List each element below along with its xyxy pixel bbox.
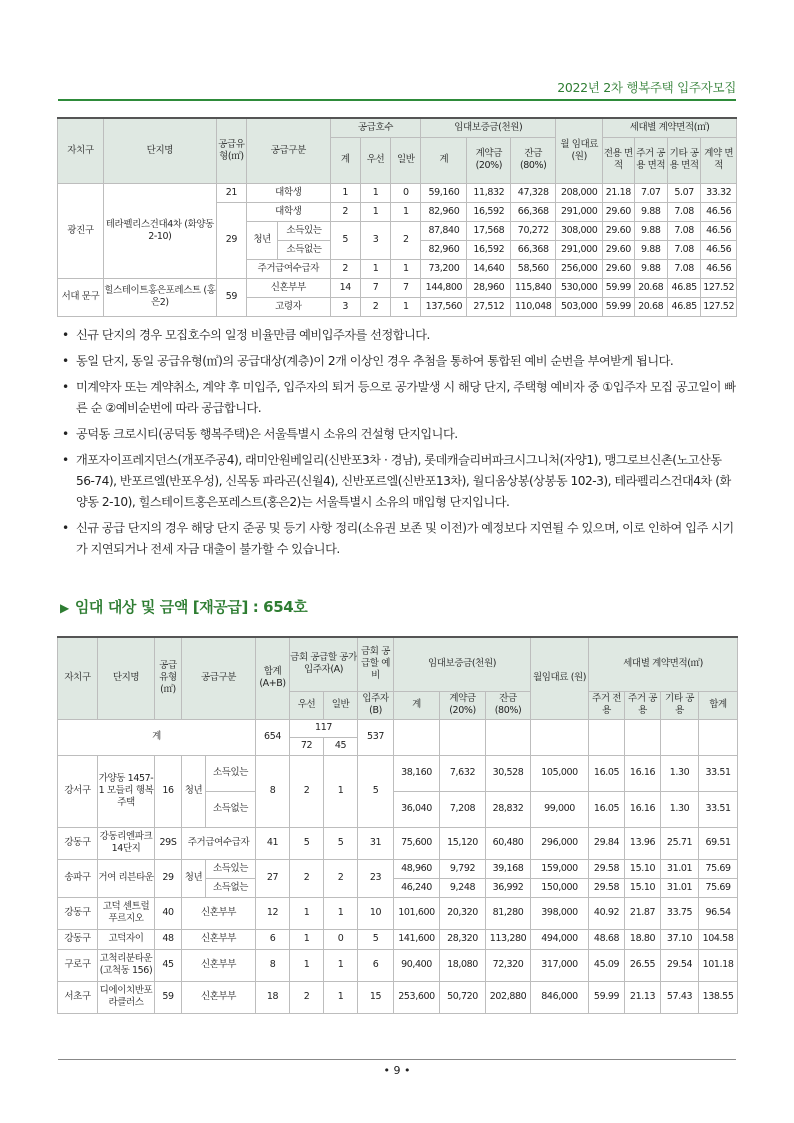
cell-category: 소득있는 xyxy=(206,755,256,791)
cell: 1 xyxy=(391,297,421,316)
cell: 75,600 xyxy=(394,827,440,859)
page-number: • 9 • xyxy=(383,1064,411,1077)
cell: 29.58 xyxy=(589,878,625,897)
cell: 530,000 xyxy=(556,278,603,297)
cell-type: 29 xyxy=(216,202,246,278)
triangle-right-icon: ▶ xyxy=(60,601,69,615)
cell: 2 xyxy=(290,755,324,827)
cell: 45.09 xyxy=(589,949,625,981)
cell: 59.99 xyxy=(603,278,634,297)
cell: 31.01 xyxy=(661,878,699,897)
cell: 29.54 xyxy=(661,949,699,981)
th-reserve: 금회 공급할 예비 xyxy=(358,637,394,691)
cell-complex: 거여 리븐타운 xyxy=(98,859,155,897)
cell: 14 xyxy=(330,278,360,297)
th-contract-area: 계약 면적 xyxy=(701,137,737,183)
th-units-priority: 우선 xyxy=(360,137,390,183)
cell: 5 xyxy=(330,221,360,259)
th-area: 세대별 계약면적(㎡) xyxy=(603,118,737,137)
cell: 26.55 xyxy=(625,949,661,981)
th-units: 공급호수 xyxy=(330,118,421,137)
cell: 46.56 xyxy=(701,202,737,221)
cell: 16.05 xyxy=(589,755,625,791)
th-category: 공급구분 xyxy=(247,118,331,183)
cell: 7 xyxy=(360,278,390,297)
cell: 9.88 xyxy=(634,259,667,278)
cell: 537 xyxy=(358,719,394,755)
cell: 99,000 xyxy=(531,791,589,827)
cell xyxy=(486,719,531,755)
th-priority: 우선 xyxy=(290,691,324,719)
th-deposit: 임대보증금(천원) xyxy=(394,637,531,691)
cell: 2 xyxy=(360,297,390,316)
cell: 30,528 xyxy=(486,755,531,791)
cell: 202,880 xyxy=(486,981,531,1013)
cell: 69.51 xyxy=(699,827,738,859)
cell: 138.55 xyxy=(699,981,738,1013)
th-type: 공급유형(㎡) xyxy=(155,637,182,719)
th-area-total: 합계 xyxy=(699,691,738,719)
cell: 14,640 xyxy=(467,259,511,278)
th-units-general: 일반 xyxy=(391,137,421,183)
table-row xyxy=(58,859,738,878)
th-balance: 잔금 (80%) xyxy=(486,691,531,719)
cell: 40.92 xyxy=(589,897,625,929)
cell: 9.88 xyxy=(634,221,667,240)
cell: 208,000 xyxy=(556,183,603,202)
cell xyxy=(625,719,661,755)
cell: 15,120 xyxy=(440,827,486,859)
cell: 7.08 xyxy=(667,202,700,221)
cell-complex: 힐스테이트홍은포레스트 (홍은2) xyxy=(103,278,216,316)
cell xyxy=(661,719,699,755)
cell: 16,592 xyxy=(467,202,511,221)
cell: 37.10 xyxy=(661,929,699,949)
cell: 1 xyxy=(360,259,390,278)
cell: 57.43 xyxy=(661,981,699,1013)
th-other-common: 기타 공용 면적 xyxy=(667,137,700,183)
cell: 110,048 xyxy=(511,297,556,316)
cell: 6 xyxy=(256,929,290,949)
cell: 90,400 xyxy=(394,949,440,981)
cell: 36,040 xyxy=(394,791,440,827)
cell: 253,600 xyxy=(394,981,440,1013)
cell-district: 강서구 xyxy=(58,755,98,827)
totals-row xyxy=(58,719,738,737)
cell-district: 서초구 xyxy=(58,981,98,1013)
cell-type: 16 xyxy=(155,755,182,827)
cell: 28,320 xyxy=(440,929,486,949)
cell: 16.16 xyxy=(625,755,661,791)
th-res-exclusive: 주거 전용 xyxy=(589,691,625,719)
table-row xyxy=(58,981,738,1013)
cell: 12 xyxy=(256,897,290,929)
th-balance: 잔금 (80%) xyxy=(511,137,556,183)
cell-type: 48 xyxy=(155,929,182,949)
supply-table-new xyxy=(57,117,737,317)
cell: 18,080 xyxy=(440,949,486,981)
cell: 72,320 xyxy=(486,949,531,981)
cell: 846,000 xyxy=(531,981,589,1013)
cell: 291,000 xyxy=(556,240,603,259)
cell: 127.52 xyxy=(701,278,737,297)
cell: 7 xyxy=(391,278,421,297)
cell-type: 59 xyxy=(216,278,246,316)
cell-complex: 테라펠리스건대4차 (화양동 2-10) xyxy=(103,183,216,278)
cell: 7,632 xyxy=(440,755,486,791)
cell: 38,160 xyxy=(394,755,440,791)
cell: 1 xyxy=(360,183,390,202)
cell-type: 21 xyxy=(216,183,246,202)
cell: 25.71 xyxy=(661,827,699,859)
cell: 45 xyxy=(324,737,358,755)
cell xyxy=(394,719,440,755)
cell: 1 xyxy=(324,897,358,929)
cell: 7.08 xyxy=(667,240,700,259)
cell-district: 서대 문구 xyxy=(58,278,104,316)
th-type: 공급유형(㎡) xyxy=(216,118,246,183)
cell: 1.30 xyxy=(661,791,699,827)
cell-type: 29S xyxy=(155,827,182,859)
cell: 3 xyxy=(330,297,360,316)
cell: 29.60 xyxy=(603,259,634,278)
cell-district: 송파구 xyxy=(58,859,98,897)
cell: 47,328 xyxy=(511,183,556,202)
table-row xyxy=(58,949,738,981)
th-category: 공급구분 xyxy=(182,637,256,719)
th-contract: 계약금 (20%) xyxy=(467,137,511,183)
cell: 46.85 xyxy=(667,297,700,316)
note-item: • 개포자이프레지던스(개포주공4), 래미안원베일리(신반포3차 · 경남), 롯데캐슬리버파크시그니처(자양1), 맹그로브신촌(노고산동 56-74), 반포르엘(반포우성), 신목동 파라곤(신월4), 신반포르엘(신반포13차), 월디움상봉(상봉동 102-3), 테라펠리스건대4차 (화양동 2-10), 힐스테이트홍은포레스트(홍은2)는 서울특별시 소유의 매입형 단지입니다. xyxy=(62,450,740,513)
table-row xyxy=(58,183,737,202)
cell-category: 신혼부부 xyxy=(182,981,256,1013)
cell: 101.18 xyxy=(699,949,738,981)
cell-complex: 고덕자이 xyxy=(98,929,155,949)
cell: 3 xyxy=(360,221,390,259)
cell: 29.60 xyxy=(603,202,634,221)
cell: 20,320 xyxy=(440,897,486,929)
note-item: • 미계약자 또는 계약취소, 계약 후 미입주, 입주자의 퇴거 등으로 공가발생 시 해당 단지, 주택형 예비자 중 ①입주자 모집 공고일이 빠른 순 ②예비순번에 따라 공급합니다. xyxy=(62,377,740,419)
cell: 7.08 xyxy=(667,259,700,278)
cell: 6 xyxy=(358,949,394,981)
cell: 21.13 xyxy=(625,981,661,1013)
cell: 36,992 xyxy=(486,878,531,897)
cell-district: 강동구 xyxy=(58,897,98,929)
cell: 5 xyxy=(358,929,394,949)
cell: 1 xyxy=(324,981,358,1013)
cell: 13.96 xyxy=(625,827,661,859)
cell: 2 xyxy=(391,221,421,259)
cell: 46.85 xyxy=(667,278,700,297)
cell xyxy=(531,719,589,755)
cell: 21.18 xyxy=(603,183,634,202)
cell: 9,792 xyxy=(440,859,486,878)
cell: 1 xyxy=(391,202,421,221)
cell-category: 고령자 xyxy=(247,297,331,316)
cell-category: 대학생 xyxy=(247,202,331,221)
th-res-common: 주거 공용 xyxy=(625,691,661,719)
cell: 494,000 xyxy=(531,929,589,949)
cell: 104.58 xyxy=(699,929,738,949)
cell: 5.07 xyxy=(667,183,700,202)
th-residential-common: 주거 공용 면적 xyxy=(634,137,667,183)
th-contract: 계약금 (20%) xyxy=(440,691,486,719)
th-reserve-b: 입주자 (B) xyxy=(358,691,394,719)
cell: 159,000 xyxy=(531,859,589,878)
cell: 15.10 xyxy=(625,878,661,897)
cell: 87,840 xyxy=(421,221,467,240)
supply-table-resupply xyxy=(57,636,738,1014)
document-header-title: 2022년 2차 행복주택 입주자모집 xyxy=(557,80,736,95)
th-deposit-total: 계 xyxy=(421,137,467,183)
cell-category: 주거급여수급자 xyxy=(247,259,331,278)
cell-type: 40 xyxy=(155,897,182,929)
cell: 654 xyxy=(256,719,290,755)
cell: 33.32 xyxy=(701,183,737,202)
cell: 29.60 xyxy=(603,240,634,259)
th-district: 자치구 xyxy=(58,637,98,719)
cell: 8 xyxy=(256,949,290,981)
cell: 59,160 xyxy=(421,183,467,202)
cell: 8 xyxy=(256,755,290,827)
cell-complex: 가양동 1457-1 모들리 행복주택 xyxy=(98,755,155,827)
cell: 2 xyxy=(290,859,324,897)
table-row xyxy=(58,929,738,949)
cell: 33.51 xyxy=(699,755,738,791)
th-general: 일반 xyxy=(324,691,358,719)
cell: 256,000 xyxy=(556,259,603,278)
cell: 7.07 xyxy=(634,183,667,202)
cell: 27,512 xyxy=(467,297,511,316)
cell-youth: 청년 xyxy=(182,859,206,897)
th-other-common: 기타 공용 xyxy=(661,691,699,719)
cell: 137,560 xyxy=(421,297,467,316)
cell-category: 소득없는 xyxy=(278,240,330,259)
cell: 20.68 xyxy=(634,297,667,316)
note-item: • 신규 단지의 경우 모집호수의 일정 비율만큼 예비입주자를 선정합니다. xyxy=(62,325,740,346)
cell: 29.84 xyxy=(589,827,625,859)
cell: 5 xyxy=(358,755,394,827)
note-item: • 공덕동 크로시티(공덕동 행복주택)은 서울특별시 소유의 건설형 단지입니다. xyxy=(62,424,740,445)
cell: 0 xyxy=(324,929,358,949)
cell-category: 주거급여수급자 xyxy=(182,827,256,859)
cell: 1 xyxy=(360,202,390,221)
cell: 21.87 xyxy=(625,897,661,929)
cell: 59.99 xyxy=(589,981,625,1013)
note-item: • 동일 단지, 동일 공급유형(㎡)의 공급대상(계층)이 2개 이상인 경우 추첨을 통하여 통합된 예비 순번을 부여받게 됩니다. xyxy=(62,351,740,372)
cell: 66,368 xyxy=(511,202,556,221)
cell: 7.08 xyxy=(667,221,700,240)
cell: 15 xyxy=(358,981,394,1013)
cell: 39,168 xyxy=(486,859,531,878)
cell-youth: 청년 xyxy=(247,221,278,259)
cell: 113,280 xyxy=(486,929,531,949)
cell-district: 강동구 xyxy=(58,929,98,949)
cell: 29.58 xyxy=(589,859,625,878)
cell: 296,000 xyxy=(531,827,589,859)
cell: 18.80 xyxy=(625,929,661,949)
cell-type: 59 xyxy=(155,981,182,1013)
header-divider xyxy=(58,99,736,101)
cell-category: 대학생 xyxy=(247,183,331,202)
cell: 46.56 xyxy=(701,221,737,240)
note-item: • 신규 공급 단지의 경우 해당 단지 준공 및 등기 사항 정리(소유권 보존 및 이전)가 예정보다 지연될 수 있으며, 이로 인하여 입주 시기가 지연되거나 전세 자금 대출이 불가할 수 있습니다. xyxy=(62,518,740,560)
th-deposit: 임대보증금(천원) xyxy=(421,118,556,137)
cell: 16.05 xyxy=(589,791,625,827)
cell: 50,720 xyxy=(440,981,486,1013)
cell: 11,832 xyxy=(467,183,511,202)
table-row xyxy=(58,278,737,297)
cell: 101,600 xyxy=(394,897,440,929)
cell-complex: 고덕 센트럴 푸르지오 xyxy=(98,897,155,929)
th-district: 자치구 xyxy=(58,118,104,183)
table-row xyxy=(58,827,738,859)
cell: 28,960 xyxy=(467,278,511,297)
cell: 59.99 xyxy=(603,297,634,316)
cell: 33.75 xyxy=(661,897,699,929)
cell: 16.16 xyxy=(625,791,661,827)
cell-type: 45 xyxy=(155,949,182,981)
cell: 15.10 xyxy=(625,859,661,878)
cell-category: 신혼부부 xyxy=(182,949,256,981)
cell: 66,368 xyxy=(511,240,556,259)
cell: 28,832 xyxy=(486,791,531,827)
cell: 1 xyxy=(391,259,421,278)
cell: 41 xyxy=(256,827,290,859)
th-exclusive: 전용 면적 xyxy=(603,137,634,183)
cell: 503,000 xyxy=(556,297,603,316)
cell: 75.69 xyxy=(699,878,738,897)
cell: 96.54 xyxy=(699,897,738,929)
cell-district: 강동구 xyxy=(58,827,98,859)
cell: 150,000 xyxy=(531,878,589,897)
cell: 27 xyxy=(256,859,290,897)
cell: 2 xyxy=(324,859,358,897)
cell: 75.69 xyxy=(699,859,738,878)
cell: 1 xyxy=(290,897,324,929)
cell-category: 소득있는 xyxy=(278,221,330,240)
cell: 20.68 xyxy=(634,278,667,297)
cell: 31 xyxy=(358,827,394,859)
cell-complex: 고척리분타운 (고척동 156) xyxy=(98,949,155,981)
th-units-total: 계 xyxy=(330,137,360,183)
cell-category: 신혼부부 xyxy=(247,278,331,297)
table-row xyxy=(58,897,738,929)
cell: 1 xyxy=(330,183,360,202)
th-area: 세대별 계약면적(㎡) xyxy=(589,637,738,691)
section-title-text: 임대 대상 및 금액 [재공급] : 654호 xyxy=(74,598,308,616)
cell: 2 xyxy=(330,259,360,278)
cell: 33.51 xyxy=(699,791,738,827)
cell: 2 xyxy=(330,202,360,221)
cell-category: 신혼부부 xyxy=(182,897,256,929)
cell: 7,208 xyxy=(440,791,486,827)
th-deposit-total: 계 xyxy=(394,691,440,719)
cell: 46.56 xyxy=(701,259,737,278)
cell: 1 xyxy=(290,949,324,981)
cell: 70,272 xyxy=(511,221,556,240)
th-complex: 단지명 xyxy=(98,637,155,719)
cell: 117 xyxy=(290,719,358,737)
cell: 72 xyxy=(290,737,324,755)
footer-divider xyxy=(58,1059,736,1060)
cell: 16,592 xyxy=(467,240,511,259)
cell: 82,960 xyxy=(421,202,467,221)
cell: 23 xyxy=(358,859,394,897)
cell: 10 xyxy=(358,897,394,929)
cell-youth: 청년 xyxy=(182,755,206,827)
cell: 48,960 xyxy=(394,859,440,878)
cell: 9.88 xyxy=(634,240,667,259)
table-row xyxy=(58,755,738,791)
th-rent: 월 임대료 (원) xyxy=(556,118,603,183)
th-sum: 합계 (A+B) xyxy=(256,637,290,719)
cell-district: 구로구 xyxy=(58,949,98,981)
cell: 2 xyxy=(290,981,324,1013)
cell: 1 xyxy=(290,929,324,949)
cell-category: 신혼부부 xyxy=(182,929,256,949)
cell-district: 광진구 xyxy=(58,183,104,278)
cell: 115,840 xyxy=(511,278,556,297)
cell: 1.30 xyxy=(661,755,699,791)
cell: 141,600 xyxy=(394,929,440,949)
cell: 9,248 xyxy=(440,878,486,897)
cell: 5 xyxy=(290,827,324,859)
cell-category: 소득없는 xyxy=(206,791,256,827)
cell-type: 29 xyxy=(155,859,182,897)
cell: 1 xyxy=(324,949,358,981)
cell: 48.68 xyxy=(589,929,625,949)
cell: 398,000 xyxy=(531,897,589,929)
cell: 17,568 xyxy=(467,221,511,240)
th-rent: 월임대료 (원) xyxy=(531,637,589,719)
cell: 81,280 xyxy=(486,897,531,929)
cell-category: 소득없는 xyxy=(206,878,256,897)
cell: 144,800 xyxy=(421,278,467,297)
cell: 29.60 xyxy=(603,221,634,240)
cell xyxy=(440,719,486,755)
cell: 82,960 xyxy=(421,240,467,259)
cell-total-label: 계 xyxy=(58,719,256,755)
cell: 73,200 xyxy=(421,259,467,278)
th-announced: 금회 공급할 공가 입주자(A) xyxy=(290,637,358,691)
cell: 291,000 xyxy=(556,202,603,221)
cell: 31.01 xyxy=(661,859,699,878)
cell: 105,000 xyxy=(531,755,589,791)
cell xyxy=(699,719,738,755)
cell: 308,000 xyxy=(556,221,603,240)
cell-complex: 디에이치반포 라클러스 xyxy=(98,981,155,1013)
cell-complex: 강동리엔파크 14단지 xyxy=(98,827,155,859)
cell: 1 xyxy=(324,755,358,827)
cell: 60,480 xyxy=(486,827,531,859)
cell: 46.56 xyxy=(701,240,737,259)
cell xyxy=(589,719,625,755)
th-complex: 단지명 xyxy=(103,118,216,183)
notes-list xyxy=(62,325,740,565)
cell: 58,560 xyxy=(511,259,556,278)
cell: 18 xyxy=(256,981,290,1013)
section-title xyxy=(60,596,307,617)
cell: 5 xyxy=(324,827,358,859)
cell: 127.52 xyxy=(701,297,737,316)
cell-category: 소득있는 xyxy=(206,859,256,878)
cell: 46,240 xyxy=(394,878,440,897)
cell: 317,000 xyxy=(531,949,589,981)
cell: 9.88 xyxy=(634,202,667,221)
cell: 0 xyxy=(391,183,421,202)
